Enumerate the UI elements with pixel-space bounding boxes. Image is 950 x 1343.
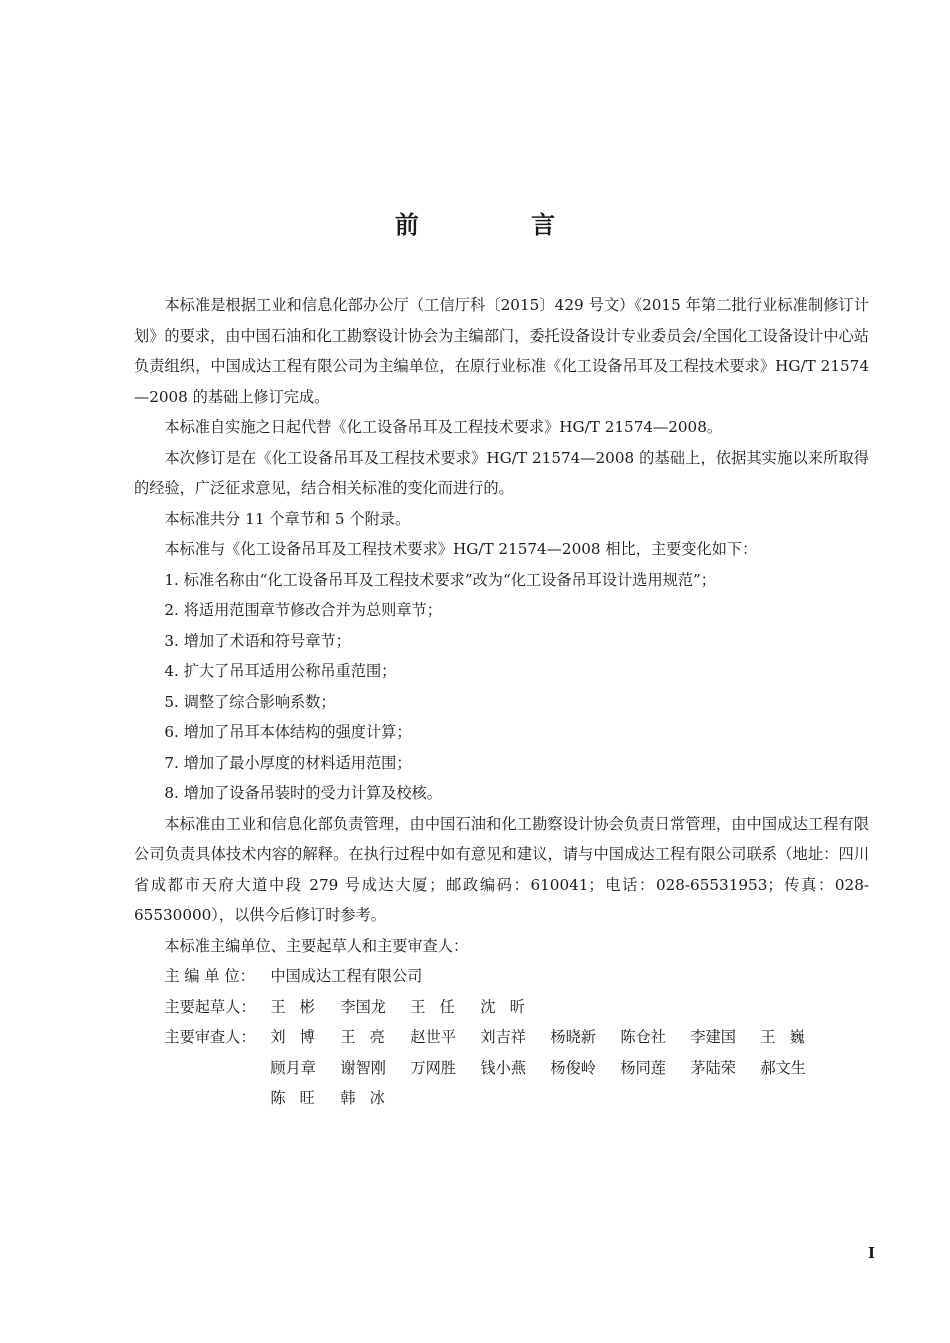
reviewers-names [270, 1022, 840, 1114]
chief-unit-value: 中国成达工程有限公司 [270, 967, 423, 985]
drafter-name: 王彬 [270, 997, 329, 1016]
reviewer-name: 王巍 [760, 1028, 819, 1046]
paragraph-replacement: 本标准自实施之日起代替《化工设备吊耳及工程技术要求》HG/T 21574—2008。 [164, 418, 723, 436]
reviewers-label: 主要审查人： [164, 1028, 256, 1046]
paragraph-origin: 本标准是根据工业和信息化部办公厅（工信厅科〔2015〕429 号文）《2015 年第二批行业标准制修订计划》的要求，由中国石油和化工勘察设计协会为主编部门，委托设备设计专业委员会/全国化工设备设计中心站负责组织，中国成达工程有限公司为主编单位，在原行业标准《化工设备吊耳及工程技术要求》HG/T 21574—2008 的基础上修订完成。 [134, 296, 869, 406]
reviewer-name: 韩冰 [340, 1089, 399, 1107]
paragraph-structure: 本标准共分 11 个章节和 5 个附录。 [164, 509, 411, 528]
reviewer-name: 杨同莲 [620, 1058, 666, 1077]
page-title: 前 言 [394, 211, 608, 239]
change-item: 5. 调整了综合影响系数； [164, 692, 336, 711]
change-item: 4. 扩大了吊耳适用公称吊重范围； [164, 662, 397, 680]
reviewer-name: 赵世平 [410, 1028, 456, 1046]
reviewer-name: 茅陆荣 [690, 1058, 736, 1077]
drafters-row [134, 992, 869, 1023]
drafter-name: 李国龙 [340, 997, 386, 1016]
paragraph-management: 本标准由工业和信息化部负责管理，由中国石油和化工勘察设计协会负责日常管理，由中国成达工程有限公司负责具体技术内容的解释。在执行过程中如有意见和建议，请与中国成达工程有限公司联系（地址：四川省成都市天府大道中段 279 号成达大厦；邮政编码：610041；电话：028-65531953；传真：028-65530000），以供今后修订时参考。 [134, 814, 869, 924]
change-item: 8. 增加了设备吊装时的受力计算及校核。 [164, 784, 442, 802]
change-item: 6. 增加了吊耳本体结构的强度计算； [164, 723, 412, 741]
reviewer-name: 郝文生 [760, 1058, 806, 1077]
reviewer-name: 陈旺 [270, 1089, 329, 1107]
reviewer-name: 钱小燕 [480, 1058, 526, 1077]
change-item: 3. 增加了术语和符号章节； [164, 631, 351, 650]
reviewer-name: 王亮 [340, 1028, 399, 1046]
reviewer-name: 杨俊岭 [550, 1058, 596, 1077]
chief-unit-row [134, 961, 869, 992]
reviewers-row [134, 1022, 869, 1114]
reviewer-name: 陈仓社 [620, 1028, 666, 1046]
paragraph-personnel-intro: 本标准主编单位、主要起草人和主要审查人： [164, 936, 469, 955]
reviewer-name: 谢智刚 [340, 1058, 386, 1077]
personnel-list [134, 961, 869, 1114]
paragraph-revision-basis: 本次修订是在《化工设备吊耳及工程技术要求》HG/T 21574—2008 的基础上，依据其实施以来所取得的经验，广泛征求意见，结合相关标准的变化而进行的。 [134, 448, 869, 497]
reviewer-name: 顾月章 [270, 1058, 316, 1077]
paragraph-changes-intro: 本标准与《化工设备吊耳及工程技术要求》HG/T 21574—2008 相比，主要变化如下： [164, 540, 758, 558]
drafters-label: 主要起草人： [164, 997, 256, 1016]
page-number: I [868, 1244, 876, 1262]
chief-unit-label: 主 编 单 位： [164, 967, 255, 985]
reviewer-name: 李建国 [690, 1028, 736, 1046]
change-item: 7. 增加了最小厚度的材料适用范围； [164, 753, 412, 772]
reviewer-name: 万网胜 [410, 1058, 456, 1077]
reviewer-name: 杨晓新 [550, 1028, 596, 1046]
change-item: 1. 标准名称由“化工设备吊耳及工程技术要求”改为“化工设备吊耳设计选用规范”； [164, 570, 716, 589]
drafter-name: 王任 [410, 997, 469, 1016]
drafters-names [270, 992, 840, 1023]
reviewer-name: 刘博 [270, 1028, 329, 1046]
drafter-name: 沈昕 [480, 997, 539, 1016]
reviewer-name: 刘吉祥 [480, 1028, 526, 1046]
preface-body [134, 290, 869, 1114]
change-item: 2. 将适用范围章节修改合并为总则章节； [164, 601, 442, 619]
